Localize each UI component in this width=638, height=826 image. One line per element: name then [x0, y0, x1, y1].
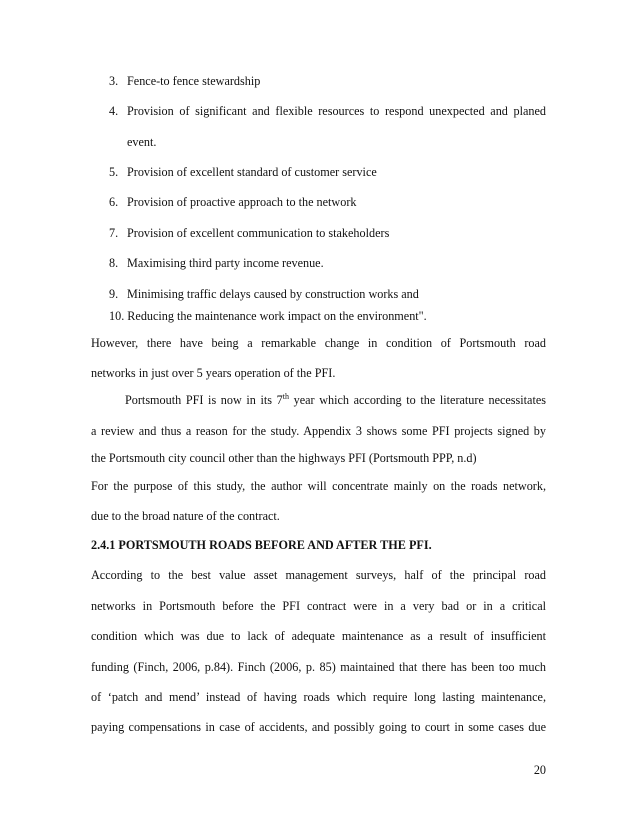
list-text: Fence-to fence stewardship: [127, 74, 261, 88]
paragraph-2-line-2: a review and thus a reason for the study. Appendix 3 shows some PFI projects signed by: [91, 424, 546, 438]
superscript-th: th: [282, 392, 289, 401]
paragraph-4-line-6: paying compensations in case of accidents, and possibly going to court in some cases due: [91, 720, 546, 734]
list-item-3: [109, 73, 564, 89]
paragraph-2-text-a: Portsmouth PFI is now in its 7: [125, 393, 283, 407]
paragraph-4-line-2: networks in Portsmouth before the PFI contract were in a very bad or in a critical: [91, 599, 546, 613]
list-number: 9.: [109, 287, 119, 301]
paragraph-4-line-1: According to the best value asset management surveys, half of the principal road: [91, 568, 546, 582]
list-number: 3.: [109, 74, 119, 88]
paragraph-2-line-3: the Portsmouth city council other than the highways PFI (Portsmouth PPP, n.d): [91, 451, 477, 465]
list-text: event.: [127, 135, 157, 149]
list-text: Maximising third party income revenue.: [127, 256, 324, 270]
list-number: 8.: [109, 256, 119, 270]
paragraph-1-line-2: networks in just over 5 years operation of the PFI.: [91, 366, 336, 380]
paragraph-3-line-2: due to the broad nature of the contract.: [91, 509, 280, 523]
section-heading: 2.4.1 PORTSMOUTH ROADS BEFORE AND AFTER THE PFI.: [91, 538, 432, 552]
list-item-5: [109, 164, 564, 180]
list-text: Provision of significant and flexible resources to respond unexpected and planed: [127, 104, 546, 118]
list-text: Provision of excellent standard of customer service: [127, 165, 377, 179]
paragraph-4-line-5: of ‘patch and mend’ instead of having roads which require long lasting maintenance,: [91, 690, 546, 704]
paragraph-2-line-1: [125, 392, 546, 408]
list-number: 7.: [109, 226, 119, 240]
list-item-10: [109, 308, 564, 324]
list-number: 4.: [109, 104, 119, 118]
list-item-9: [109, 286, 564, 302]
paragraph-1-line-1: However, there have being a remarkable change in condition of Portsmouth road: [91, 336, 546, 350]
list-number: 5.: [109, 165, 119, 179]
list-text: Reducing the maintenance work impact on the environment".: [127, 309, 427, 323]
list-item-7: [109, 225, 564, 241]
list-number: 10.: [109, 309, 125, 323]
list-text: Provision of excellent communication to stakeholders: [127, 226, 390, 240]
list-text: Provision of proactive approach to the network: [127, 195, 357, 209]
list-number: 6.: [109, 195, 119, 209]
paragraph-4-line-4: funding (Finch, 2006, p.84). Finch (2006, p. 85) maintained that there has been too much: [91, 660, 546, 674]
list-item-8: [109, 255, 564, 271]
list-item-4: [109, 103, 546, 119]
paragraph-4-line-3: condition which was due to lack of adequate maintenance as a result of insufficient: [91, 629, 546, 643]
paragraph-2-text-b: year which according to the literature necessitates: [288, 393, 547, 407]
list-item-6: [109, 194, 564, 210]
page-number: 20: [533, 763, 546, 777]
list-text: Minimising traffic delays caused by construction works and: [127, 287, 419, 301]
list-item-4-continued: [127, 134, 582, 150]
paragraph-3-line-1: For the purpose of this study, the author will concentrate mainly on the roads network,: [91, 479, 546, 493]
